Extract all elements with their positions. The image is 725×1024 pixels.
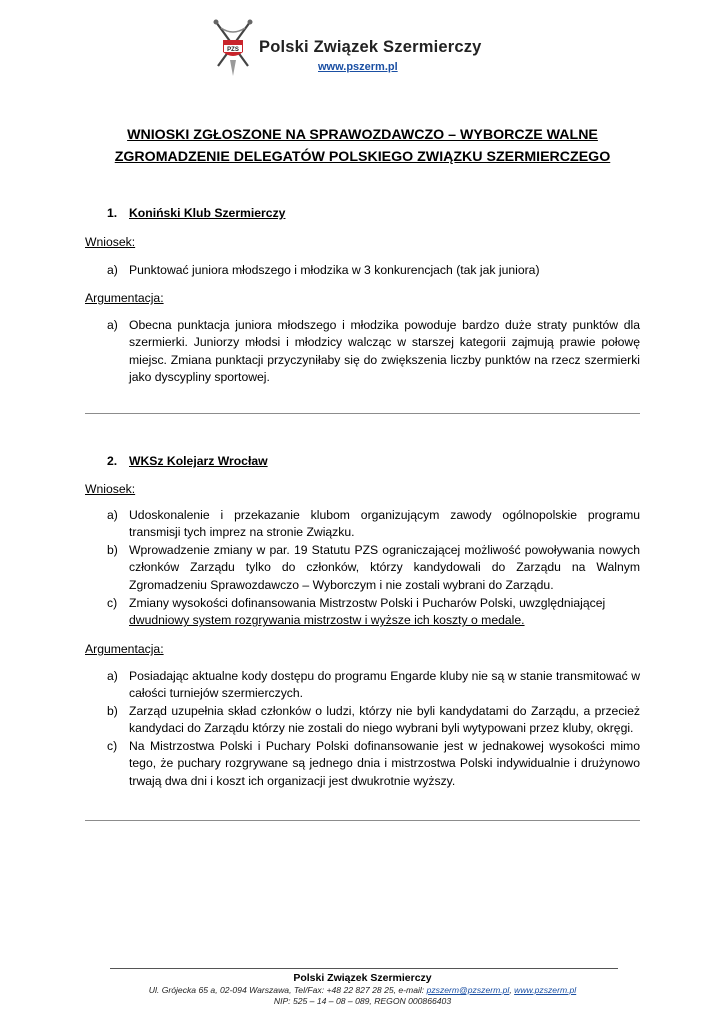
item-text: Wprowadzenie zmiany w par. 19 Statutu PZS ograniczającej możliwość powoływania nowych członków Zarządu tylko do członków, którzy kandydowali do Zarządu na Walnym Zgromadzeniu Sprawozdawczo – Wyborczym i nie zostali wybrani do Zarządu. xyxy=(129,543,640,592)
document-title xyxy=(60,124,665,168)
footer-registration-numbers: NIP: 525 – 14 – 08 – 089, REGON 000866403 xyxy=(273,996,452,1006)
section-heading xyxy=(107,205,285,222)
club-name: WKSz Kolejarz Wrocław xyxy=(129,454,268,468)
argument-item xyxy=(107,738,640,790)
item-marker: a) xyxy=(107,318,118,332)
section-divider xyxy=(85,413,640,414)
item-text: Zarząd uzupełnia skład członków o ludzi, którzy nie byli kandydatami do Zarządu, a przecież kandydaci do Zarządu którzy nie zostali do niego wybrani byli wytypowani przez kluby, okręgi. xyxy=(129,704,640,736)
proposal-section-1 xyxy=(85,205,640,395)
item-marker: a) xyxy=(107,263,118,277)
item-marker: b) xyxy=(107,704,118,718)
svg-text:PZS: PZS xyxy=(227,47,239,53)
section-divider xyxy=(85,820,640,821)
item-text-underlined: dwudniowy system rozgrywania mistrzostw i wyższe ich koszty o medale. xyxy=(129,613,525,628)
footer-separator: , xyxy=(509,985,512,995)
section-number: 1. xyxy=(107,206,118,220)
organization-name: Polski Związek Szermierczy xyxy=(259,38,482,56)
crossed-sabres-logo-icon xyxy=(208,18,258,80)
item-marker: c) xyxy=(107,596,118,610)
footer-website-link[interactable]: www.pzszerm.pl xyxy=(514,985,577,995)
section-number: 2. xyxy=(107,454,118,468)
wniosek-item xyxy=(107,595,640,630)
footer-address xyxy=(0,985,725,995)
argument-item xyxy=(107,317,640,387)
footer-divider xyxy=(110,968,618,969)
item-text: Punktować juniora młodszego i młodzika w 3 konkurencjach (tak jak juniora) xyxy=(129,263,540,277)
item-text: Posiadając aktualne kody dostępu do programu Engarde kluby nie są w stanie transmitować w całości turniejów szermierczych. xyxy=(129,669,640,701)
argument-item xyxy=(107,668,640,703)
item-text: Obecna punktacja juniora młodszego i młodzika powoduje bardzo duże straty punktów dla szermierki. Juniorzy młodsi i młodzicy walcząc w starszej kategorii zajmują prawie połowę miejsc. Zmiana punktacji przyczyniłaby się do zwiększenia liczby punktów na rzecz szermierki jako dyscypliny sportowej. xyxy=(129,318,640,385)
footer-email-link[interactable]: pzszerm@pzszerm.pl xyxy=(426,985,510,995)
letterhead xyxy=(0,18,725,88)
wniosek-item xyxy=(107,507,640,542)
item-marker: a) xyxy=(107,669,118,683)
proposal-section-2 xyxy=(85,453,640,803)
organization-website-link[interactable]: www.pszerm.pl xyxy=(318,61,398,73)
wniosek-label: Wniosek: xyxy=(85,235,136,249)
section-heading xyxy=(107,453,268,470)
wniosek-item xyxy=(107,262,640,279)
wniosek-item xyxy=(107,542,640,594)
footer-address-text: Ul. Grójecka 65 a, 02-094 Warszawa, Tel/Fax: +48 22 827 28 25, e-mail: xyxy=(148,985,425,995)
footer-organization-name: Polski Związek Szermierczy xyxy=(293,972,432,984)
argumentacja-label: Argumentacja: xyxy=(85,642,164,656)
item-text: Na Mistrzostwa Polski i Puchary Polski dofinansowanie jest w jednakowej wysokości mimo tego, że puchary rozgrywane są jednego dnia i mistrzostwa Polski indywidualnie i drużynowo trwają dwa dni i koszt ich organizacji jest dwukrotnie wyższy. xyxy=(129,739,640,788)
item-text: Udoskonalenie i przekazanie klubom organizującym zawody ogólnopolskie programu transmisji tych imprez na stronie Związku. xyxy=(129,508,640,540)
title-line-1: WNIOSKI ZGŁOSZONE NA SPRAWOZDAWCZO – WYBORCZE WALNE xyxy=(127,127,598,143)
item-text xyxy=(129,595,640,630)
wniosek-label: Wniosek: xyxy=(85,482,136,496)
argument-item xyxy=(107,703,640,738)
item-marker: a) xyxy=(107,508,118,522)
item-text-part: Zmiany wysokości dofinansowania Mistrzostw Polski i Pucharów Polski, uwzględniającej xyxy=(129,596,606,610)
item-marker: b) xyxy=(107,543,118,557)
club-name: Koniński Klub Szermierczy xyxy=(129,206,286,220)
item-marker: c) xyxy=(107,739,118,753)
title-line-2: ZGROMADZENIE DELEGATÓW POLSKIEGO ZWIĄZKU SZERMIERCZEGO xyxy=(114,149,611,165)
argumentacja-label: Argumentacja: xyxy=(85,291,164,305)
